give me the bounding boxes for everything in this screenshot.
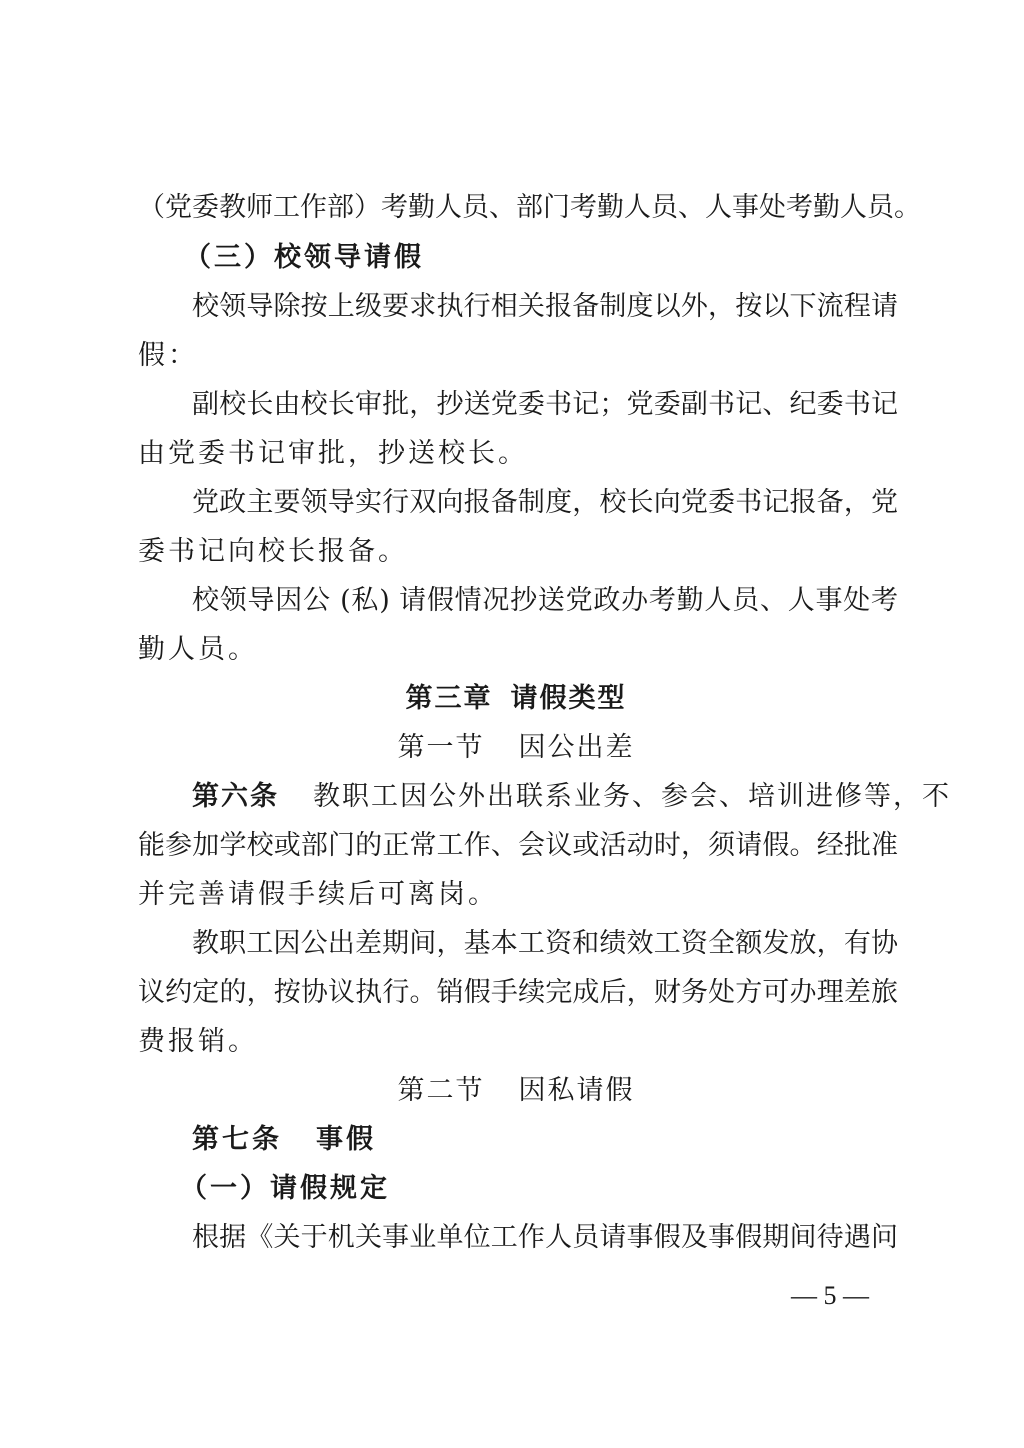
section-heading <box>138 728 894 768</box>
chapter-number: 第三章 <box>405 683 493 714</box>
paragraph-line: 副校长由校长审批，抄送党委书记；党委副书记、纪委书记 <box>192 389 898 420</box>
article-title: 事假 <box>316 1124 376 1155</box>
section-heading <box>138 1071 894 1111</box>
subheading-leave-rules: （一）请假规定 <box>180 1173 390 1204</box>
paragraph-line: 根据《关于机关事业单位工作人员请事假及事假期间待遇问 <box>192 1222 898 1253</box>
paragraph-line: 能参加学校或部门的正常工作、会议或活动时，须请假。经批准 <box>138 830 898 861</box>
chapter-title: 请假类型 <box>510 683 627 714</box>
subheading-leaders-leave: （三）校领导请假 <box>184 242 424 273</box>
article-six-first-line <box>192 777 951 817</box>
article-label: 第七条 <box>192 1124 282 1155</box>
paragraph-line: （党委教师工作部）考勤人员、部门考勤人员、人事处考勤人员。 <box>138 192 921 223</box>
paragraph-line: 议约定的，按协议执行。销假手续完成后，财务处方可办理差旅 <box>138 977 898 1008</box>
page-number: — 5 — <box>791 1281 869 1310</box>
section-title: 因公出差 <box>518 732 635 763</box>
article-label: 第六条 <box>192 781 279 812</box>
paragraph-line: 教职工因公出差期间，基本工资和绩效工资全额发放，有协 <box>192 928 898 959</box>
article-text: 教职工因公外出联系业务、参会、培训进修等，不 <box>313 781 951 812</box>
paragraph-line: 由党委书记审批，抄送校长。 <box>138 438 528 469</box>
paragraph-line: 党政主要领导实行双向报备制度，校长向党委书记报备，党 <box>192 487 898 518</box>
paragraph-line: 勤人员。 <box>138 634 258 665</box>
section-title: 因私请假 <box>518 1075 635 1106</box>
paragraph-line: 并完善请假手续后可离岗。 <box>138 879 498 910</box>
paragraph-line: 费报销。 <box>138 1026 258 1057</box>
paragraph-line: 假： <box>138 340 198 371</box>
section-number: 第二节 <box>397 1075 485 1106</box>
chapter-heading <box>138 679 894 719</box>
article-seven-heading <box>192 1120 898 1160</box>
paragraph-line: 校领导因公 (私) 请假情况抄送党政办考勤人员、人事处考 <box>192 585 898 616</box>
paragraph-line: 校领导除按上级要求执行相关报备制度以外，按以下流程请 <box>192 291 898 322</box>
section-number: 第一节 <box>397 732 485 763</box>
paragraph-line: 委书记向校长报备。 <box>138 536 408 567</box>
